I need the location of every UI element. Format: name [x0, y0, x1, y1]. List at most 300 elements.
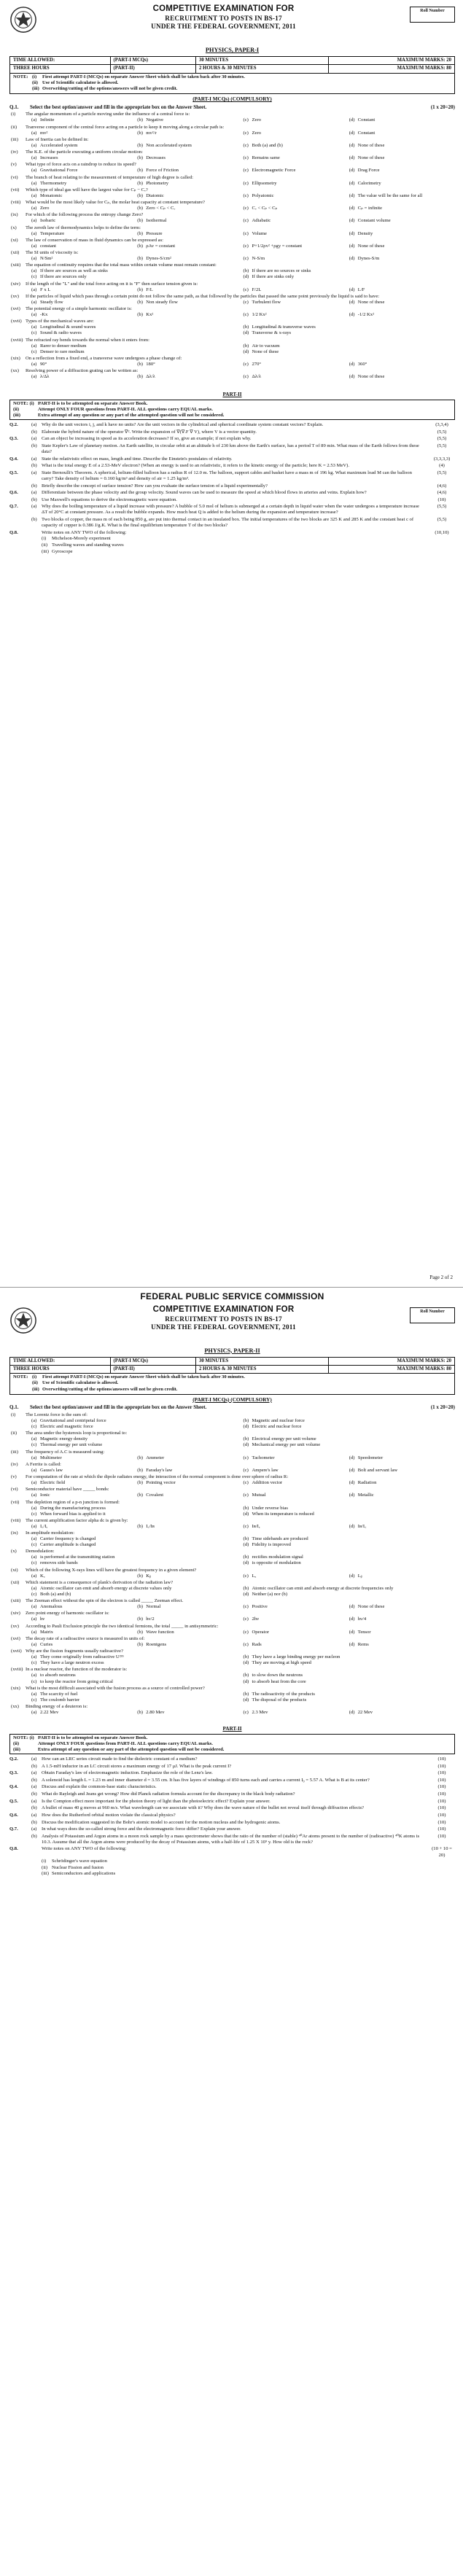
- mcq-option: [349, 1524, 455, 1530]
- option-letter: (c): [243, 361, 249, 367]
- question-text: Use Maxwell's equations to derive the electromagnetic wave equation.: [42, 497, 177, 502]
- part-letter: (b): [31, 1791, 37, 1797]
- part-two-instructions: [9, 400, 455, 420]
- mcq-option: [244, 1480, 349, 1486]
- question-number: (xiii): [11, 1598, 21, 1604]
- option-letter: (d): [349, 192, 355, 198]
- option-letter: (a): [31, 1505, 37, 1511]
- option-text: Neither (a) nor (b): [252, 1591, 288, 1597]
- long-question: [9, 463, 455, 469]
- mcq-option: [244, 1710, 349, 1716]
- option-text: Longitudinal & sound waves: [40, 324, 96, 330]
- mcq-option: [244, 1506, 456, 1511]
- mcq-question: [9, 187, 455, 193]
- option-text: Photometry: [146, 180, 169, 186]
- question-number: (xiv): [11, 281, 20, 287]
- note-number: (ii): [13, 407, 20, 413]
- part-letter: (b): [31, 483, 37, 489]
- question-number: (iii): [11, 136, 18, 142]
- marks: (3,3,4): [435, 422, 448, 428]
- option-letter: (b): [137, 1523, 143, 1529]
- page-number: Page 2 of 2: [429, 1275, 453, 1281]
- option-letter: (b): [243, 343, 249, 349]
- exam-subtitle-2: UNDER THE FEDERAL GOVERNMENT, 2011: [151, 1323, 296, 1331]
- topic-text: Gyroscope: [52, 548, 73, 554]
- time-allowed-label: TIME ALLOWED:: [10, 57, 111, 65]
- option-letter: (c): [31, 274, 37, 280]
- mcq-question: [9, 262, 455, 268]
- question-number: [9, 517, 31, 529]
- option-group: [9, 1642, 455, 1648]
- option-text: They are moving at high speed: [252, 1660, 311, 1666]
- option-letter: (a): [31, 218, 37, 224]
- option-group: [9, 1710, 455, 1716]
- option-text: Electromagnetic Force: [252, 168, 296, 174]
- option-letter: (a): [31, 180, 37, 186]
- option-letter: (d): [349, 374, 355, 380]
- topic-number: (i): [42, 536, 47, 542]
- question-text: The angular momentum of a particle moving under the influence of a central force is:: [26, 112, 190, 117]
- mcq-option: [137, 1455, 243, 1461]
- option-text: Lᵦ: [357, 1573, 362, 1579]
- option-letter: (d): [243, 1442, 249, 1448]
- option-letter: (d): [243, 1511, 249, 1517]
- mcq-option: [244, 143, 349, 149]
- option-letter: (d): [243, 1591, 249, 1597]
- option-letter: (b): [137, 361, 143, 367]
- question-number: (viii): [11, 1517, 21, 1523]
- question-text: What is the most difficult associated with the fusion process as a source of controlled power?: [26, 1685, 205, 1691]
- option-text: Gauss's law: [40, 1467, 63, 1473]
- option-letter: (a): [31, 312, 37, 318]
- roll-number-box[interactable]: Roll Number: [410, 1307, 455, 1323]
- note-number: (iii): [13, 413, 20, 419]
- option-letter: (b): [137, 1616, 143, 1622]
- question-text: If the length of the "L" and the total force acting on it is "F" then surface tension given is:: [26, 281, 198, 287]
- option-letter: (a): [31, 1480, 37, 1486]
- option-letter: (b): [137, 256, 143, 262]
- option-letter: (c): [243, 299, 249, 305]
- part-letter: (a): [31, 490, 37, 496]
- option-letter: (d): [349, 218, 355, 224]
- question-text: For which of the following process the entropy change Zero?: [26, 212, 144, 218]
- part-letter: (b): [31, 517, 37, 523]
- marks: (5,5): [437, 517, 447, 523]
- question-number: Q.2.: [9, 422, 18, 428]
- option-text: Dynes-S/cm²: [146, 256, 171, 262]
- mcq-option: [349, 300, 455, 306]
- question-number: (ix): [11, 212, 18, 218]
- option-text: Isothermal: [146, 218, 167, 224]
- question-text: Binding energy of a deuteron is:: [26, 1704, 88, 1710]
- part-letter: (a): [31, 1756, 37, 1762]
- part-letter: (a): [31, 422, 37, 428]
- option-text: Bolt and servant law: [357, 1467, 398, 1473]
- mcq-option: [349, 131, 455, 136]
- topic-text: Michelson-Morely experiment: [52, 536, 111, 542]
- option-text: Kₐ: [40, 1573, 45, 1579]
- option-letter: (d): [243, 1560, 249, 1566]
- mcq-option: [244, 206, 349, 211]
- option-text: Both (a) and (b): [40, 1591, 71, 1597]
- topic-text: Nuclear Fission and fusion: [52, 1864, 104, 1870]
- mcq-option: [244, 1536, 456, 1542]
- option-letter: (d): [349, 299, 355, 305]
- option-letter: (d): [243, 274, 249, 280]
- exam-subtitle: RECRUITMENT TO POSTS IN BS-17: [165, 1315, 282, 1323]
- note-row: [13, 407, 451, 413]
- option-letter: (c): [243, 1523, 249, 1529]
- option-letter: (d): [349, 312, 355, 318]
- mcq-option: [31, 1468, 137, 1474]
- option-text: 2.80 Mev: [146, 1710, 165, 1716]
- question-text: The zeroth law of thermodynamics helps to define the term:: [26, 225, 141, 230]
- mcq-question: [9, 368, 455, 374]
- option-text: None of these: [252, 349, 279, 354]
- option-text: 1/2 Kx²: [252, 312, 267, 318]
- question-1: Q.1. Select the best option/answer and fill in the appropriate box on the Answer Sheet. (1 x 20=20): [9, 1404, 455, 1411]
- option-text: is performed at the transmitting station: [40, 1554, 115, 1560]
- mcq-option: [31, 1418, 244, 1424]
- option-text: Atomic oscillator can emit and absorb energy at discrete frequencies only: [252, 1585, 394, 1591]
- topic-number: (ii): [42, 542, 48, 548]
- option-text: Curies: [40, 1641, 53, 1647]
- question-text: On a reflection from a fixed end, a transverse wave undergoes a phase change of:: [26, 355, 182, 361]
- option-letter: (b): [137, 142, 143, 148]
- question-text: A Ferrite is called:: [26, 1461, 61, 1467]
- exam-page-2: [0, 1288, 463, 2576]
- mcq-option: [244, 362, 349, 367]
- marks: (5,5): [437, 429, 447, 435]
- option-letter: (a): [31, 192, 37, 198]
- question-number: (xi): [11, 1567, 18, 1573]
- question-number: (xviii): [11, 1667, 23, 1673]
- option-text: None of these: [357, 299, 385, 305]
- question-number: (xv): [11, 1623, 19, 1629]
- mcq-option: [244, 168, 349, 174]
- option-letter: (b): [137, 168, 143, 174]
- exam-title: COMPETITIVE EXAMINATION FOR: [152, 1304, 295, 1314]
- marks: (10): [437, 1798, 446, 1804]
- mcq-question: [9, 1450, 455, 1455]
- note-text: Overwriting/cutting of the options/answers will not be given credit.: [42, 85, 178, 91]
- option-letter: (a): [31, 168, 37, 174]
- note-label: [13, 1387, 32, 1393]
- mcq-question: [9, 1598, 455, 1604]
- mcq-question: [9, 338, 455, 343]
- mcq-option: [31, 181, 137, 187]
- part-letter: (b): [31, 497, 37, 502]
- option-text: Kx²: [146, 312, 154, 318]
- mcq-question: [9, 319, 455, 324]
- question-number: Q.5.: [9, 470, 18, 475]
- option-letter: (b): [243, 1673, 249, 1678]
- option-text: The scarcity of fuel: [40, 1691, 78, 1697]
- question-number: (xvi): [11, 1635, 20, 1641]
- option-text: Zero < Cₚ < Cᵥ: [146, 206, 176, 211]
- option-letter: (c): [243, 1604, 249, 1610]
- option-letter: (b): [137, 1604, 143, 1610]
- question-text: A bullet of mass 40 g moves at 960 m/s. What wavelength can we associate with it? Why does the wave nature of the bullet not reveal itself through diffraction effects?: [42, 1805, 365, 1811]
- mcq-question: [9, 162, 455, 168]
- question-number: (xviii): [11, 337, 23, 343]
- note-row: [13, 74, 451, 80]
- roll-number-box[interactable]: Roll Number: [410, 7, 455, 23]
- header: [9, 4, 455, 44]
- option-text: None of these: [357, 243, 385, 249]
- mcq-option: [137, 155, 243, 161]
- question-number: Q.5.: [9, 1798, 18, 1804]
- option-letter: (b): [137, 1467, 143, 1473]
- note-number: (ii): [13, 1740, 20, 1746]
- mcq-option: [244, 1573, 349, 1579]
- option-group: [9, 181, 455, 187]
- part-letter: (b): [31, 1833, 37, 1839]
- option-text: Positive: [252, 1604, 268, 1610]
- note-topic: [9, 1871, 455, 1877]
- option-letter: (c): [243, 1467, 249, 1473]
- option-text: Ampere's law: [252, 1467, 279, 1473]
- option-letter: (b): [137, 1455, 143, 1460]
- mcq-option: [244, 1560, 456, 1566]
- question-number: (vi): [11, 1487, 18, 1493]
- option-letter: (d): [349, 243, 355, 249]
- mcq-option: [137, 131, 243, 136]
- option-letter: (b): [137, 130, 143, 136]
- mcq-option: [244, 117, 349, 123]
- question-text: The SI units of viscosity is:: [26, 250, 79, 256]
- mcq-option: [137, 244, 243, 249]
- question-number: Q.4.: [9, 456, 18, 462]
- mcq-option: [349, 155, 455, 161]
- note-row: [13, 86, 451, 92]
- question-number: Q.3.: [9, 1770, 18, 1776]
- mcq-option: [244, 231, 349, 237]
- option-letter: (d): [349, 1604, 355, 1610]
- topic-number: (i): [42, 1859, 47, 1864]
- option-text: Operator: [252, 1629, 269, 1635]
- mcq-list: [9, 112, 455, 380]
- question-text: The branch of heat relating to the measurement of temperature of high degree is called:: [26, 174, 193, 180]
- option-letter: (a): [31, 142, 37, 148]
- marks: (5,5): [437, 470, 447, 475]
- option-letter: (d): [349, 142, 355, 148]
- option-letter: (c): [243, 287, 249, 292]
- option-text: When its temperature is reduced: [252, 1511, 314, 1517]
- mcq-question: [9, 1704, 455, 1710]
- mcq-option: [349, 168, 455, 174]
- fpsc-emblem-icon: [9, 6, 37, 34]
- question-text: In what ways does the so-called strong force and the electromagnetic force differ? Explain your answer.: [42, 1826, 241, 1832]
- option-letter: (d): [349, 287, 355, 292]
- marks: (10): [437, 497, 446, 502]
- option-letter: (d): [349, 130, 355, 136]
- mcq-option: [137, 117, 243, 123]
- question-number: (ii): [11, 1431, 17, 1436]
- option-text: Roentgens: [146, 1641, 167, 1647]
- option-text: Tensor: [357, 1629, 371, 1635]
- option-text: None of these: [357, 1604, 385, 1610]
- option-letter: (b): [243, 324, 249, 330]
- note-row: [13, 1380, 451, 1386]
- option-letter: (a): [31, 1604, 37, 1610]
- question-number: (xvii): [11, 1649, 22, 1654]
- mcq-option: [31, 312, 137, 318]
- mcq-option: [137, 256, 243, 262]
- question-number: Q.8.: [9, 1846, 18, 1852]
- option-letter: (c): [243, 142, 249, 148]
- mcq-option: [244, 312, 349, 318]
- option-text: 2.3 Mev: [252, 1710, 268, 1716]
- question-text: How does the Rutherford orbital motion violate the classical physics?: [42, 1812, 176, 1818]
- option-text: Cₚ = infinite: [357, 206, 383, 211]
- option-group: [9, 1692, 455, 1703]
- option-letter: (b): [243, 1418, 249, 1424]
- option-text: hν/4: [357, 1616, 367, 1622]
- option-letter: (c): [31, 1678, 37, 1684]
- mcq-option: [244, 1442, 456, 1448]
- mcq-option: [244, 330, 456, 336]
- option-letter: (d): [349, 117, 355, 123]
- question-text: The potential energy of a simple harmonic oscillator is:: [26, 306, 132, 312]
- note-topic: [9, 1859, 455, 1864]
- option-letter: (c): [243, 243, 249, 249]
- option-text: I꜀/Iʙ: [146, 1523, 155, 1529]
- long-question: [9, 517, 455, 529]
- option-letter: (c): [243, 1616, 249, 1622]
- mcq-question: [9, 1686, 455, 1692]
- option-text: Longitudinal & transverse waves: [252, 324, 316, 330]
- option-text: The disposal of the products: [252, 1697, 307, 1703]
- long-question: [9, 422, 455, 428]
- note-text: PART-II is to be attempted on separate Answer Book.: [38, 401, 148, 407]
- option-text: Magnetic energy density: [40, 1436, 88, 1442]
- mcq-option: [244, 181, 349, 187]
- option-text: When forward bias is applied to it: [40, 1511, 106, 1517]
- option-text: Negative: [146, 117, 164, 123]
- part-letter: (b): [31, 429, 37, 435]
- long-question: [9, 1799, 455, 1805]
- option-text: F/2L: [252, 287, 262, 292]
- note-row: [13, 1387, 451, 1393]
- question-number: Q.3.: [9, 436, 18, 442]
- option-text: N/Sm²: [40, 256, 53, 262]
- option-letter: (c): [243, 1455, 249, 1460]
- question-text: The area under the hysteresis loop is proportional to:: [26, 1431, 128, 1436]
- mcq-option: [244, 1654, 456, 1660]
- option-group: [9, 168, 455, 174]
- mcq-option: [244, 274, 456, 280]
- question-number: (ix): [11, 1530, 18, 1536]
- option-letter: (c): [243, 130, 249, 136]
- option-letter: (b): [137, 1573, 143, 1579]
- mcq-option: [349, 1642, 455, 1648]
- mcq-question: [9, 1474, 455, 1480]
- question-text: In a nuclear reactor, the function of the moderator is:: [26, 1667, 128, 1673]
- mcq-option: [31, 168, 137, 174]
- option-letter: (c): [243, 168, 249, 174]
- option-text: Speedometer: [357, 1455, 384, 1460]
- mcq-option: [244, 1660, 456, 1666]
- option-letter: (b): [137, 312, 143, 318]
- question-number: (x): [11, 1549, 17, 1554]
- option-text: Ellipsometry: [252, 180, 277, 186]
- option-letter: (d): [349, 1641, 355, 1647]
- marks: (4,6): [437, 490, 447, 496]
- mcq-option: [244, 1436, 456, 1442]
- question-text: If the particles of liquid which pass through a certain point do not follow the same path, as that followed by the particles that passed the same point previously the liquid is said to have:: [26, 293, 380, 299]
- mcq-option: [31, 155, 137, 161]
- question-number: [9, 1820, 31, 1826]
- option-text: Metallic: [357, 1493, 374, 1498]
- note-row: [13, 1374, 451, 1380]
- option-text: They come originally from radioactive U²³⁵: [40, 1654, 124, 1660]
- option-text: ρAv = constant: [146, 243, 176, 249]
- part-letter: (b): [31, 1819, 37, 1825]
- option-text: Constant volume: [357, 218, 391, 224]
- question-text: The law of conservation of mass in fluid dynamics can be expressed as:: [26, 237, 163, 243]
- mcq-option: [244, 300, 349, 306]
- note-label: NOTE:: [13, 1374, 28, 1380]
- mcq-option: [349, 1468, 455, 1474]
- mcq-option: [244, 349, 456, 355]
- option-letter: (d): [349, 206, 355, 211]
- option-letter: (c): [31, 1442, 37, 1448]
- part-letter: [31, 530, 42, 536]
- question-1: Q.1. Select the best option/answer and fill in the appropriate box on the Answer Sheet. (1 x 20=20): [9, 104, 455, 110]
- long-question: [9, 1778, 455, 1783]
- long-question: [9, 1784, 455, 1790]
- option-letter: (c): [243, 180, 249, 186]
- mcq-option: [137, 287, 243, 293]
- part-letter: (a): [31, 470, 37, 475]
- option-text: Ammeter: [146, 1455, 165, 1460]
- option-text: rectifies modulation signal: [252, 1554, 303, 1560]
- option-letter: (c): [243, 230, 249, 236]
- question-text: Why do the unit vectors i, j, and k have no units? Are the unit vectors in the cylindrical and spherical coordinate system constant vectors? Explain.: [42, 422, 324, 428]
- option-text: Matrix: [40, 1629, 53, 1635]
- question-number: [9, 463, 31, 469]
- mcq-option: [31, 1679, 244, 1685]
- question-text: The current amplification factor alpha dc is given by:: [26, 1517, 128, 1523]
- mcq-option: [349, 218, 455, 224]
- question-number: [9, 443, 31, 455]
- question-number: (xiii): [11, 262, 21, 268]
- option-text: Time sidebands are produced: [252, 1536, 308, 1542]
- question-number: (iv): [11, 1461, 18, 1467]
- option-letter: (d): [349, 168, 355, 174]
- question-text: The refracted ray bends towards the normal when it enters from:: [26, 337, 149, 343]
- option-letter: (a): [31, 206, 37, 211]
- part-letter: (b): [31, 463, 37, 469]
- option-text: Iʙ/I꜀: [357, 1523, 367, 1529]
- mcq-question: [9, 1549, 455, 1554]
- option-letter: (c): [31, 1424, 37, 1430]
- mcq-option: [349, 1480, 455, 1486]
- option-letter: (b): [243, 1536, 249, 1542]
- option-group: [9, 1536, 455, 1548]
- mcq-option: [31, 1710, 137, 1716]
- option-letter: (c): [31, 1697, 37, 1703]
- mcq-question: [9, 200, 455, 206]
- question-text: The Zeeman effect without the spin of the electron is called _____ Zeeman effect.: [26, 1598, 184, 1604]
- mcq-option: [349, 1573, 455, 1579]
- time-marks-table: TIME ALLOWED: (PART-I MCQs) 30 MINUTES MAXIMUM MARKS: 20 THREE HOURS (PART-II) 2 HOURS & 30 MINUTES MAXIMUM MARKS: 80: [9, 56, 455, 74]
- option-text: Constant: [357, 117, 376, 123]
- question-text: The depletion region of a p-n junction is formed:: [26, 1499, 120, 1505]
- mcq-option: [349, 1710, 455, 1716]
- option-text: They have a large binding energy per nucleon: [252, 1654, 341, 1660]
